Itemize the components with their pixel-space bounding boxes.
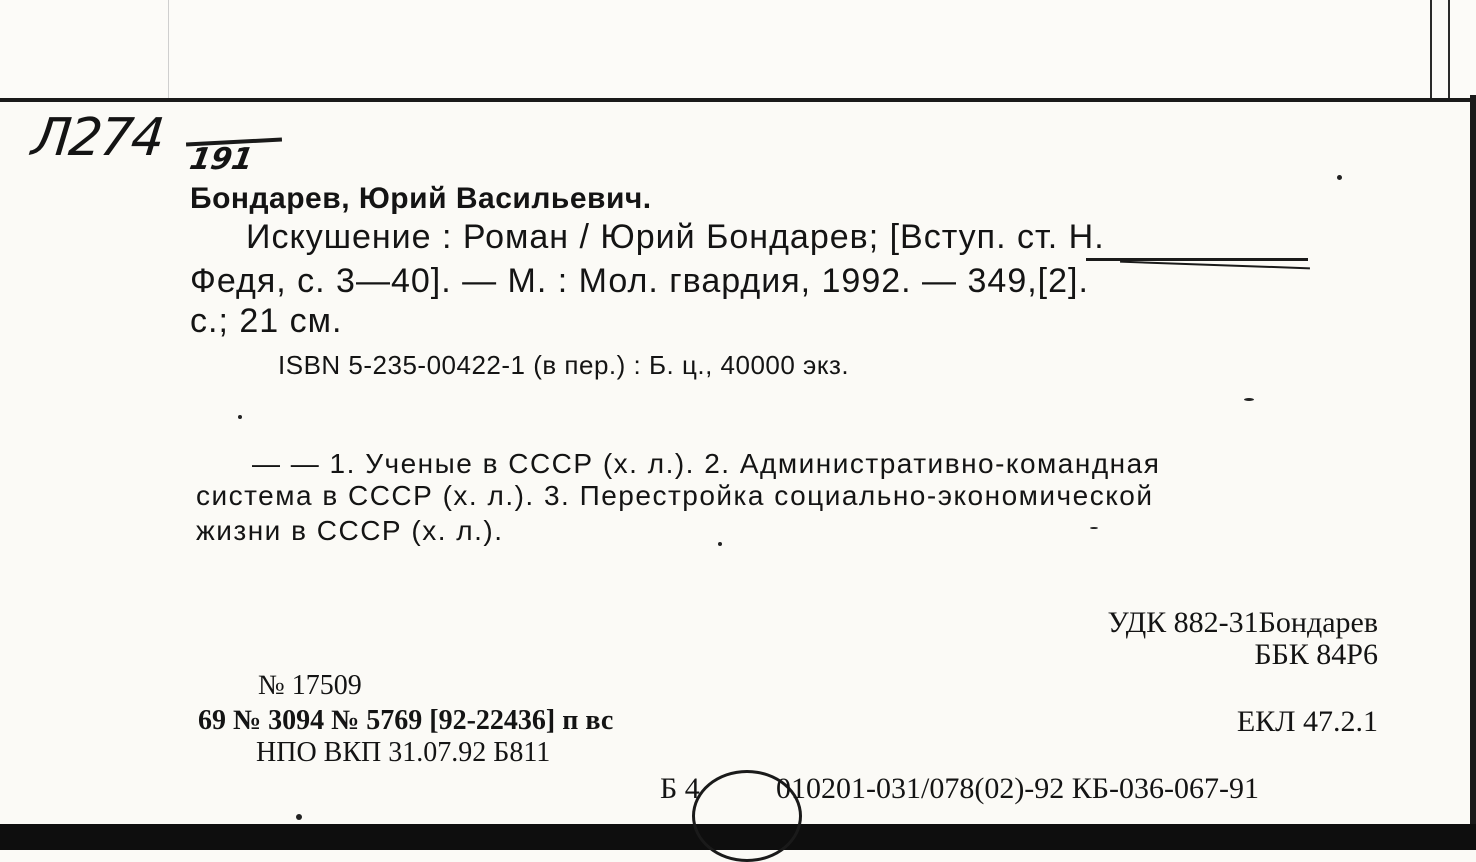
subjects-line-2: система в СССР (х. л.). 3. Перестройка социально-экономической (196, 480, 1154, 511)
card-right-border (1470, 95, 1476, 850)
card-top-margin (0, 0, 1476, 100)
scan-speck (296, 814, 302, 820)
title-line-2: Федя, с. 3—40]. — М. : Мол. гвардия, 1992. — 349,[2]. (190, 262, 1089, 300)
scan-speck (1337, 175, 1342, 180)
handwritten-underline (1120, 261, 1310, 270)
isbn-line: ISBN 5-235-00422-1 (в пер.) : Б. ц., 40000 экз. (278, 350, 850, 380)
scan-speck (238, 415, 242, 419)
author-heading: Бондарев, Юрий Васильевич. (190, 182, 652, 215)
bbk-index: ББК 84Р6 (1254, 638, 1378, 671)
card-top-border (0, 98, 1476, 102)
code-line-prefix: Б 4 (660, 772, 700, 805)
udk-index: УДК 882-31Бондарев (1107, 606, 1378, 639)
card-edge-line (168, 0, 169, 100)
title-line-1: Искушение : Роман / Юрий Бондарев; [Вступ. ст. Н. (246, 218, 1105, 256)
subjects-line-1: — — 1. Ученые в СССР (х. л.). 2. Административно-командная (252, 448, 1161, 479)
scan-speck (718, 542, 722, 546)
call-number-sub: 191 (186, 142, 256, 177)
call-number: Л274 (28, 108, 166, 168)
print-line: 69 № 3094 № 5769 [92-22436] п вс (198, 705, 614, 736)
card-edge-line (1448, 0, 1450, 100)
subjects-line-3: жизни в СССР (х. л.). (196, 515, 504, 546)
scan-speck (1090, 527, 1098, 529)
scan-speck (1244, 398, 1254, 401)
npo-line: НПО ВКП 31.07.92 Б811 (256, 737, 551, 768)
ekl-index: ЕКЛ 47.2.1 (1236, 705, 1378, 738)
order-number: № 17509 (258, 670, 362, 701)
card-edge-line (1430, 0, 1432, 100)
title-line-3: с.; 21 см. (190, 302, 343, 340)
code-line-rest: 010201-031/078(02)-92 КБ-036-067-91 (776, 772, 1260, 805)
